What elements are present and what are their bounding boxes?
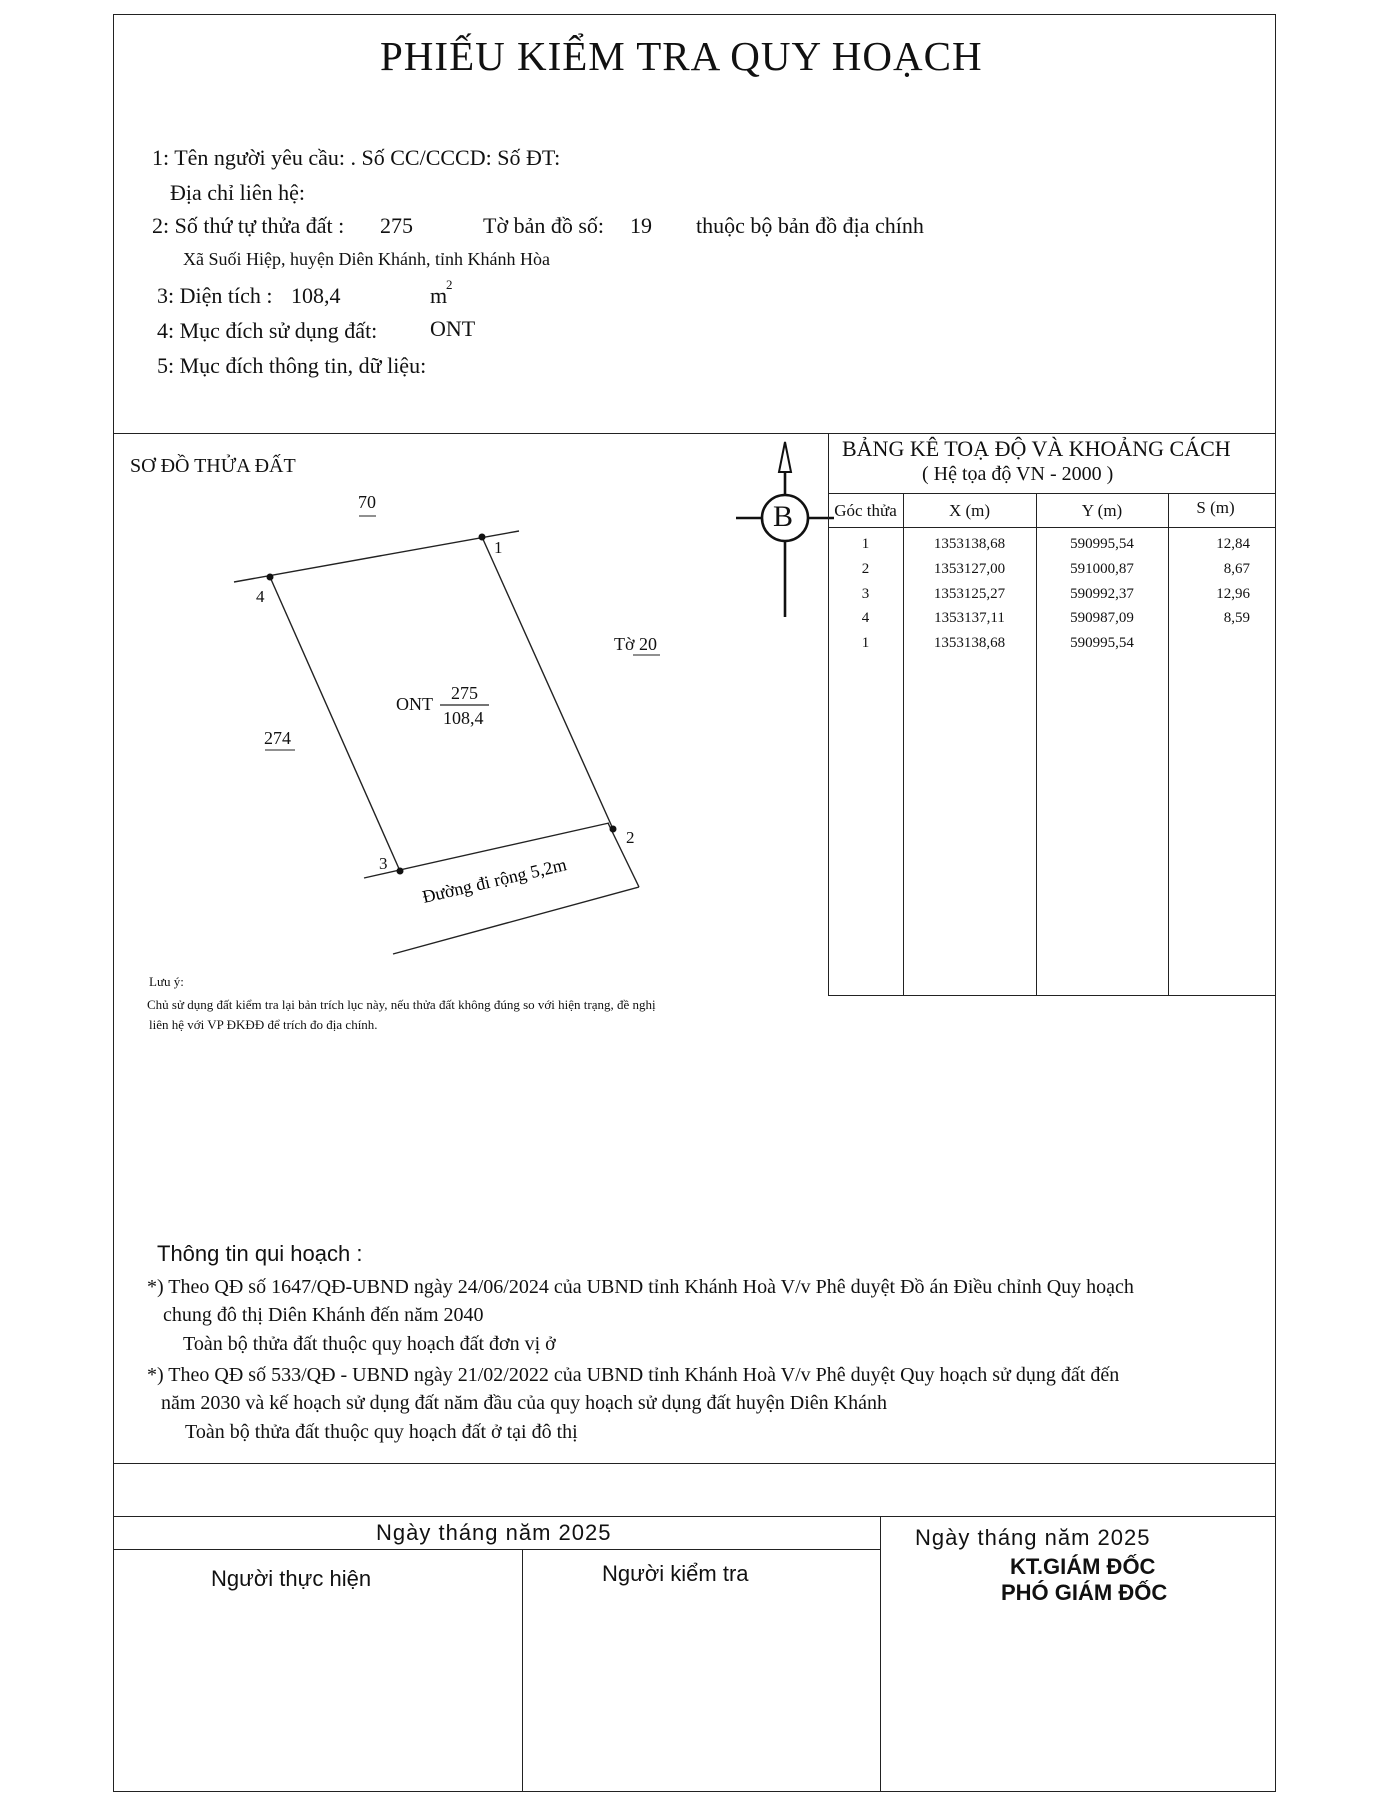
director-title-1: KT.GIÁM ĐỐC bbox=[1010, 1554, 1156, 1579]
boundary-line-left bbox=[270, 577, 400, 871]
parcel-number-value: 275 bbox=[380, 213, 413, 238]
coord-header-y: Y (m) bbox=[1081, 501, 1123, 520]
coord-cell-x: 1353127,00 bbox=[933, 561, 1006, 577]
signature-col-divider-1 bbox=[522, 1549, 523, 1792]
north-letter: B bbox=[773, 500, 794, 533]
planning-item-2-line-3: Toàn bộ thửa đất thuộc quy hoạch đất ở tại đô thị bbox=[185, 1421, 578, 1443]
coord-cell-x: 1353138,68 bbox=[933, 635, 1006, 651]
signature-divider-3 bbox=[113, 1549, 880, 1550]
performer-title: Người thực hiện bbox=[211, 1566, 372, 1591]
planning-item-2-line-1: *) Theo QĐ số 533/QĐ - UBND ngày 21/02/2022 của UBND tỉnh Khánh Hoà V/v Phê duyệt Quy hoạch sử dụng đất đến bbox=[147, 1364, 1120, 1386]
corner-point-2 bbox=[610, 826, 617, 833]
requester-line: 1: Tên người yêu cầu: . Số CC/CCCD: Số ĐT: bbox=[152, 145, 561, 170]
note-line-2: liên hệ với VP ĐKĐĐ để trích đo địa chính. bbox=[149, 1017, 378, 1032]
signature-col-divider-2 bbox=[880, 1516, 881, 1792]
coord-cell-y: 590995,54 bbox=[1070, 635, 1134, 651]
corner-point-3 bbox=[397, 868, 404, 875]
corner-label-2: 2 bbox=[626, 828, 635, 847]
coord-cell-y: 590992,37 bbox=[1070, 586, 1134, 602]
coord-header-x: X (m) bbox=[948, 501, 991, 520]
contact-address-label: Địa chỉ liên hệ: bbox=[170, 180, 306, 205]
planning-item-1-line-3: Toàn bộ thửa đất thuộc quy hoạch đất đơn vị ở bbox=[183, 1333, 556, 1355]
coord-table-title: BẢNG KÊ TOẠ ĐỘ VÀ KHOẢNG CÁCH bbox=[842, 436, 1231, 461]
parcel-label-area: 108,4 bbox=[443, 708, 484, 728]
parcel-number-label: 2: Số thứ tự thửa đất : bbox=[152, 213, 345, 238]
land-use-purpose-value: ONT bbox=[430, 316, 476, 341]
planning-item-2-line-2: năm 2030 và kế hoạch sử dụng đất năm đầu của quy hoạch sử dụng đất huyện Diên Khánh bbox=[161, 1392, 887, 1414]
map-sheet-label: Tờ bản đồ số: bbox=[483, 213, 605, 238]
coord-cell-s: 12,96 bbox=[1216, 586, 1250, 602]
parcel-land-code: ONT bbox=[396, 694, 433, 714]
planning-item-1-line-2: chung đô thị Diên Khánh đến năm 2040 bbox=[163, 1304, 484, 1326]
area-unit: m bbox=[430, 283, 448, 308]
coord-cell-s: 8,59 bbox=[1223, 610, 1250, 626]
map-sheet-value: 19 bbox=[630, 213, 652, 238]
coord-table-header-bottom bbox=[828, 527, 1276, 528]
road-label: Đường đi rộng 5,2m bbox=[420, 854, 569, 907]
planning-item-1-line-1: *) Theo QĐ số 1647/QĐ-UBND ngày 24/06/2024 của UBND tỉnh Khánh Hoà V/v Phê duyệt Đồ án Điều chỉnh Quy hoạch bbox=[147, 1276, 1134, 1298]
director-title-2: PHÓ GIÁM ĐỐC bbox=[1001, 1580, 1168, 1605]
area-label: 3: Diện tích : bbox=[157, 283, 273, 308]
neighbor-parcel-top: 70 bbox=[358, 492, 376, 512]
date-right: Ngày tháng năm 2025 bbox=[915, 1525, 1151, 1550]
planning-heading: Thông tin qui hoạch : bbox=[157, 1241, 363, 1266]
corner-point-4 bbox=[267, 574, 274, 581]
coord-cell-point: 1 bbox=[861, 635, 870, 651]
coord-cell-point: 1 bbox=[861, 536, 870, 552]
cadastral-set-text: thuộc bộ bản đồ địa chính bbox=[696, 213, 924, 238]
date-left: Ngày tháng năm 2025 bbox=[376, 1520, 612, 1545]
coord-cell-x: 1353138,68 bbox=[933, 536, 1006, 552]
neighbor-sheet-right: Tờ 20 bbox=[614, 634, 658, 654]
coord-cell-s: 8,67 bbox=[1223, 561, 1250, 577]
note-line-1: Chủ sử dụng đất kiểm tra lại bản trích lục này, nếu thửa đất không đúng so với hiện trạng, đề nghị bbox=[147, 997, 656, 1012]
area-value: 108,4 bbox=[291, 283, 341, 308]
diagram-heading: SƠ ĐỒ THỬA ĐẤT bbox=[130, 455, 296, 477]
coord-table-subtitle: ( Hệ tọa độ VN - 2000 ) bbox=[922, 463, 1114, 485]
corner-label-4: 4 bbox=[256, 587, 265, 606]
signature-divider-top bbox=[113, 1463, 1276, 1464]
coord-table-header-top bbox=[828, 493, 1276, 494]
corner-point-1 bbox=[479, 534, 486, 541]
parcel-label-number: 275 bbox=[451, 683, 478, 703]
coord-table-bottom bbox=[828, 995, 1276, 996]
coord-cell-point: 3 bbox=[861, 586, 870, 602]
coord-cell-y: 590995,54 bbox=[1070, 536, 1134, 552]
coord-cell-point: 4 bbox=[861, 610, 870, 626]
parcel-address: Xã Suối Hiệp, huyện Diên Khánh, tỉnh Khánh Hòa bbox=[183, 249, 550, 269]
corner-label-1: 1 bbox=[494, 538, 503, 557]
signature-divider-2 bbox=[113, 1516, 1276, 1517]
coord-header-corner: Góc thửa bbox=[834, 501, 897, 520]
boundary-line-right bbox=[482, 537, 613, 829]
coord-header-s: S (m) bbox=[1196, 498, 1235, 517]
land-use-purpose-label: 4: Mục đích sử dụng đất: bbox=[157, 318, 378, 343]
note-label: Lưu ý: bbox=[149, 974, 184, 989]
coord-cell-y: 590987,09 bbox=[1070, 610, 1134, 626]
area-unit-superscript: 2 bbox=[446, 277, 453, 292]
page-title: PHIẾU KIỂM TRA QUY HOẠCH bbox=[380, 33, 983, 79]
neighbor-parcel-left: 274 bbox=[264, 728, 291, 748]
coord-cell-s: 12,84 bbox=[1216, 536, 1250, 552]
data-purpose-label: 5: Mục đích thông tin, dữ liệu: bbox=[157, 353, 427, 378]
coord-cell-x: 1353137,11 bbox=[934, 610, 1005, 626]
coord-cell-x: 1353125,27 bbox=[933, 586, 1006, 602]
checker-title: Người kiểm tra bbox=[602, 1561, 749, 1586]
corner-label-3: 3 bbox=[379, 854, 388, 873]
boundary-line-top bbox=[234, 531, 519, 582]
coord-cell-y: 591000,87 bbox=[1070, 561, 1134, 577]
coord-cell-point: 2 bbox=[861, 561, 870, 577]
